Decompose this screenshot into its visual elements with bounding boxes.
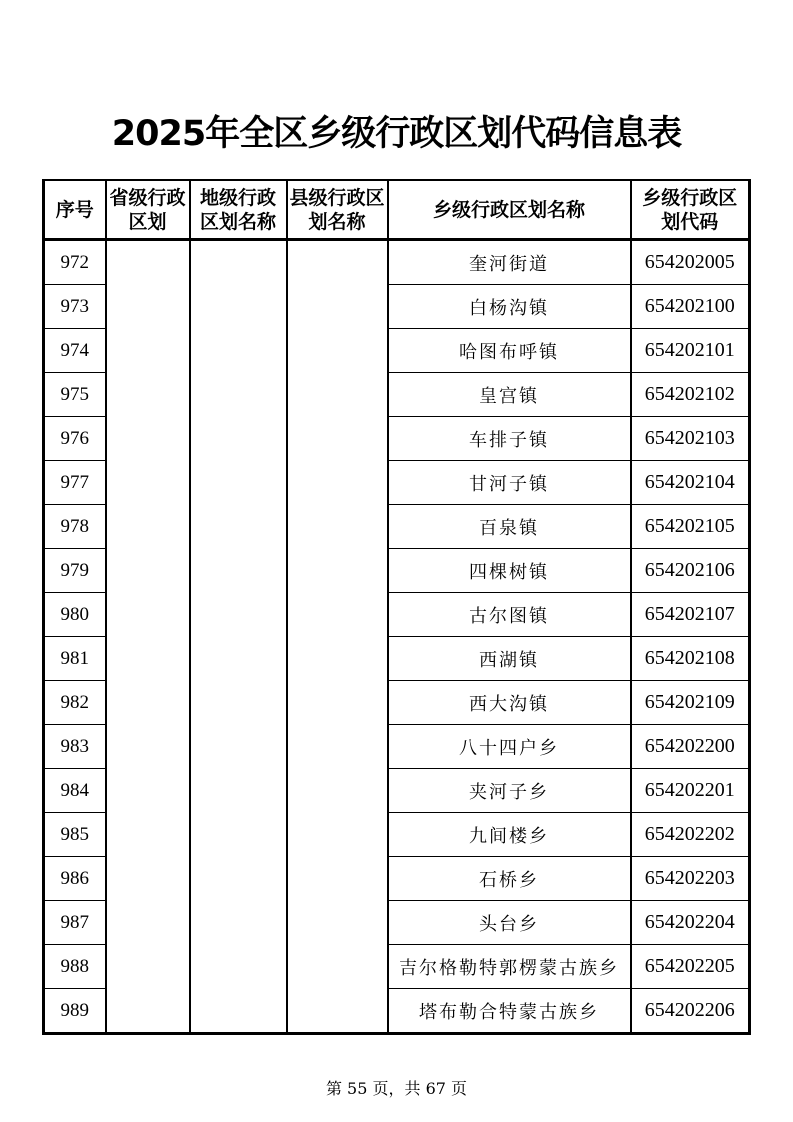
township-code-cell: 654202108: [631, 637, 750, 681]
table-row: [44, 593, 750, 637]
province-cell: [106, 681, 190, 725]
township-name-cell: 甘河子镇: [388, 461, 631, 505]
county-cell: [287, 329, 388, 373]
table-row: [44, 240, 750, 285]
seq-cell: 989: [44, 989, 106, 1034]
township-name-cell: 奎河街道: [388, 240, 631, 285]
prefecture-cell: [190, 725, 287, 769]
prefecture-cell: [190, 593, 287, 637]
county-cell: [287, 285, 388, 329]
prefecture-cell: [190, 549, 287, 593]
province-cell: [106, 769, 190, 813]
table-body: [44, 240, 750, 1034]
township-name-cell: 九间楼乡: [388, 813, 631, 857]
township-name-cell: 车排子镇: [388, 417, 631, 461]
township-name-cell: 塔布勒合特蒙古族乡: [388, 989, 631, 1034]
seq-cell: 985: [44, 813, 106, 857]
seq-cell: 979: [44, 549, 106, 593]
prefecture-cell: [190, 769, 287, 813]
county-cell: [287, 681, 388, 725]
prefecture-cell: [190, 417, 287, 461]
prefecture-cell: [190, 285, 287, 329]
county-cell: [287, 857, 388, 901]
province-cell: [106, 373, 190, 417]
township-code-cell: 654202105: [631, 505, 750, 549]
header-prefecture: 地级行政区划名称: [190, 180, 287, 240]
table-row: [44, 857, 750, 901]
province-cell: [106, 725, 190, 769]
province-cell: [106, 461, 190, 505]
county-cell: [287, 240, 388, 285]
township-name-cell: 百泉镇: [388, 505, 631, 549]
township-name-cell: 西大沟镇: [388, 681, 631, 725]
township-code-cell: 654202005: [631, 240, 750, 285]
county-cell: [287, 989, 388, 1034]
township-code-cell: 654202204: [631, 901, 750, 945]
township-code-cell: 654202107: [631, 593, 750, 637]
province-cell: [106, 857, 190, 901]
seq-cell: 980: [44, 593, 106, 637]
prefecture-cell: [190, 329, 287, 373]
province-cell: [106, 505, 190, 549]
county-cell: [287, 461, 388, 505]
township-code-cell: 654202200: [631, 725, 750, 769]
province-cell: [106, 593, 190, 637]
seq-cell: 976: [44, 417, 106, 461]
prefecture-cell: [190, 373, 287, 417]
county-cell: [287, 725, 388, 769]
county-cell: [287, 945, 388, 989]
table-row: [44, 637, 750, 681]
province-cell: [106, 417, 190, 461]
prefecture-cell: [190, 681, 287, 725]
prefecture-cell: [190, 461, 287, 505]
township-name-cell: 皇宫镇: [388, 373, 631, 417]
table-row: [44, 329, 750, 373]
township-name-cell: 西湖镇: [388, 637, 631, 681]
county-cell: [287, 593, 388, 637]
province-cell: [106, 240, 190, 285]
county-cell: [287, 417, 388, 461]
seq-cell: 987: [44, 901, 106, 945]
table-row: [44, 813, 750, 857]
header-county: 县级行政区划名称: [287, 180, 388, 240]
table-row: [44, 417, 750, 461]
table-row: [44, 989, 750, 1034]
township-code-cell: 654202201: [631, 769, 750, 813]
township-code-cell: 654202102: [631, 373, 750, 417]
prefecture-cell: [190, 857, 287, 901]
township-code-table: [42, 179, 751, 1035]
prefecture-cell: [190, 637, 287, 681]
province-cell: [106, 549, 190, 593]
province-cell: [106, 637, 190, 681]
page-title: 2025年全区乡级行政区划代码信息表: [111, 114, 682, 154]
seq-cell: 972: [44, 240, 106, 285]
seq-cell: 988: [44, 945, 106, 989]
township-code-cell: 654202206: [631, 989, 750, 1034]
seq-cell: 975: [44, 373, 106, 417]
county-cell: [287, 549, 388, 593]
province-cell: [106, 901, 190, 945]
table-header-row: [44, 180, 750, 240]
township-code-cell: 654202202: [631, 813, 750, 857]
township-name-cell: 哈图布呼镇: [388, 329, 631, 373]
table-row: [44, 769, 750, 813]
seq-cell: 982: [44, 681, 106, 725]
seq-cell: 973: [44, 285, 106, 329]
county-cell: [287, 813, 388, 857]
table-row: [44, 725, 750, 769]
table-row: [44, 901, 750, 945]
township-name-cell: 石桥乡: [388, 857, 631, 901]
table-row: [44, 285, 750, 329]
township-code-cell: 654202104: [631, 461, 750, 505]
seq-cell: 983: [44, 725, 106, 769]
township-name-cell: 古尔图镇: [388, 593, 631, 637]
table-row: [44, 681, 750, 725]
prefecture-cell: [190, 945, 287, 989]
table-row: [44, 549, 750, 593]
header-seq: 序号: [44, 180, 106, 240]
county-cell: [287, 505, 388, 549]
header-township: 乡级行政区划名称: [388, 180, 631, 240]
township-name-cell: 白杨沟镇: [388, 285, 631, 329]
province-cell: [106, 285, 190, 329]
township-code-cell: 654202101: [631, 329, 750, 373]
prefecture-cell: [190, 989, 287, 1034]
table-row: [44, 461, 750, 505]
prefecture-cell: [190, 505, 287, 549]
township-code-cell: 654202109: [631, 681, 750, 725]
township-name-cell: 头台乡: [388, 901, 631, 945]
township-name-cell: 吉尔格勒特郭楞蒙古族乡: [388, 945, 631, 989]
township-code-cell: 654202103: [631, 417, 750, 461]
seq-cell: 974: [44, 329, 106, 373]
county-cell: [287, 901, 388, 945]
county-cell: [287, 637, 388, 681]
township-name-cell: 四棵树镇: [388, 549, 631, 593]
county-cell: [287, 769, 388, 813]
province-cell: [106, 813, 190, 857]
township-code-cell: 654202205: [631, 945, 750, 989]
table-row: [44, 945, 750, 989]
seq-cell: 986: [44, 857, 106, 901]
township-code-cell: 654202203: [631, 857, 750, 901]
page-footer: 第 55 页，共 67 页: [325, 1079, 468, 1098]
township-name-cell: 八十四户乡: [388, 725, 631, 769]
seq-cell: 981: [44, 637, 106, 681]
table-row: [44, 505, 750, 549]
prefecture-cell: [190, 813, 287, 857]
county-cell: [287, 373, 388, 417]
header-code: 乡级行政区划代码: [631, 180, 750, 240]
header-province: 省级行政区划: [106, 180, 190, 240]
seq-cell: 978: [44, 505, 106, 549]
seq-cell: 984: [44, 769, 106, 813]
prefecture-cell: [190, 240, 287, 285]
township-code-cell: 654202100: [631, 285, 750, 329]
province-cell: [106, 989, 190, 1034]
seq-cell: 977: [44, 461, 106, 505]
prefecture-cell: [190, 901, 287, 945]
province-cell: [106, 945, 190, 989]
township-name-cell: 夹河子乡: [388, 769, 631, 813]
province-cell: [106, 329, 190, 373]
township-code-cell: 654202106: [631, 549, 750, 593]
table-row: [44, 373, 750, 417]
